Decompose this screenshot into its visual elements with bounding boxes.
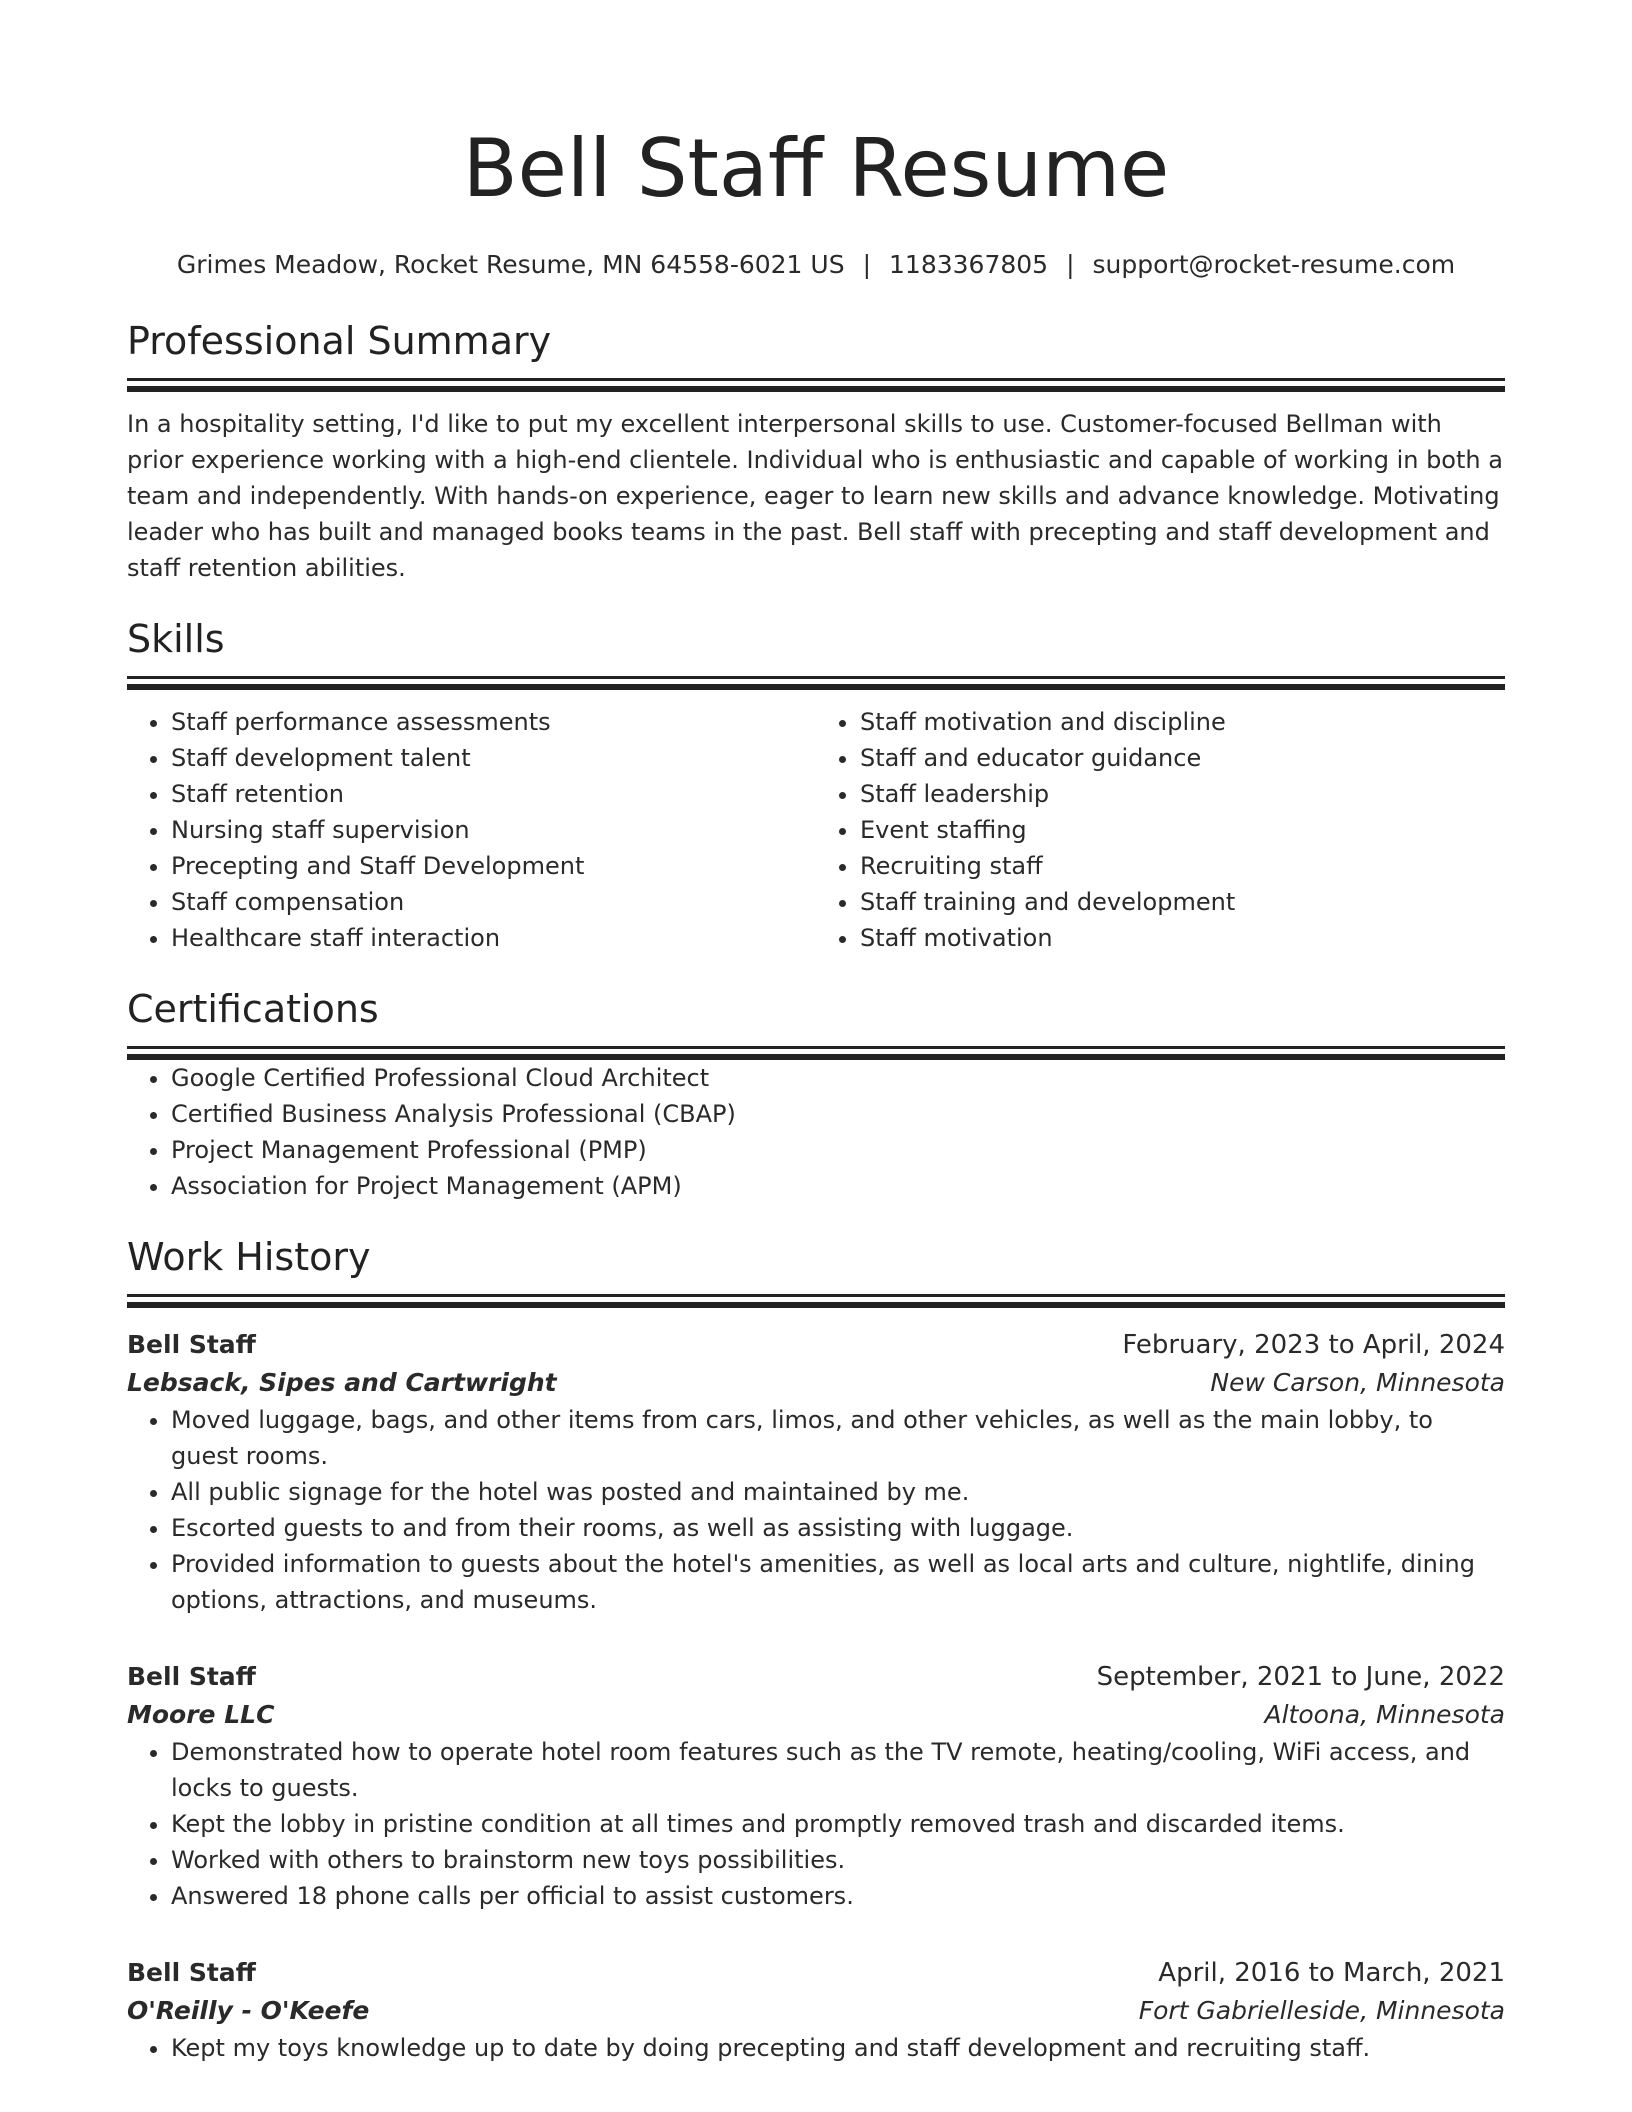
skill-item: • Precepting and Staff Development <box>171 848 816 884</box>
skills-section <box>127 614 1505 956</box>
section-heading-summary: Professional Summary <box>127 319 552 363</box>
job-title: Bell Staff <box>127 1330 256 1359</box>
certification-item: • Association for Project Management (APM) <box>171 1168 1505 1204</box>
skills-column-right <box>816 704 1505 956</box>
job-duty-item: • Kept my toys knowledge up to date by doing precepting and staff development and recruiting staff. <box>171 2030 1505 2066</box>
job-duty-item: • Answered 18 phone calls per official to assist customers. <box>171 1878 1505 1914</box>
skill-item: • Staff motivation and discipline <box>860 704 1505 740</box>
job-location: New Carson, Minnesota <box>1210 1368 1505 1397</box>
section-divider <box>127 676 1505 679</box>
skill-item: • Staff compensation <box>171 884 816 920</box>
job-dates: February, 2023 to April, 2024 <box>1122 1330 1505 1360</box>
certification-item: • Google Certified Professional Cloud Architect <box>171 1060 1505 1096</box>
skill-item: • Recruiting staff <box>860 848 1505 884</box>
skill-item: • Event staffing <box>860 812 1505 848</box>
job-duty-item: • All public signage for the hotel was posted and maintained by me. <box>171 1474 1505 1510</box>
section-divider <box>127 386 1505 392</box>
job-company: Moore LLC <box>127 1700 275 1729</box>
job-title: Bell Staff <box>127 1662 256 1691</box>
skill-item: • Staff motivation <box>860 920 1505 956</box>
job-entry <box>127 1954 1505 2066</box>
section-heading-skills: Skills <box>127 617 225 661</box>
skill-item: • Healthcare staff interaction <box>171 920 816 956</box>
job-location: Fort Gabrielleside, Minnesota <box>1138 1996 1505 2025</box>
summary-text: In a hospitality setting, I'd like to put my excellent interpersonal skills to use. Customer-focused Bellman with prior experience working with a high-end clientele. Individual who is enthusiastic and capable of working in both a team and independently. With hands-on experience, eager to learn new skills and advance knowledge. Motivating leader who has built and managed books teams in the past. Bell staff with precepting and staff development and staff retention abilities. <box>127 410 1503 582</box>
summary-section <box>127 316 1505 586</box>
job-duty-item: • Moved luggage, bags, and other items from cars, limos, and other vehicles, as well as the main lobby, to guest rooms. <box>171 1402 1505 1474</box>
job-duties-list <box>127 1734 1505 1914</box>
job-entry <box>127 1326 1505 1618</box>
contact-info <box>127 248 1505 282</box>
certification-item: • Project Management Professional (PMP) <box>171 1132 1505 1168</box>
job-company: Lebsack, Sipes and Cartwright <box>127 1368 557 1397</box>
skill-item: • Staff training and development <box>860 884 1505 920</box>
job-duty-item: • Worked with others to brainstorm new toys possibilities. <box>171 1842 1505 1878</box>
section-heading-certifications: Certifications <box>127 987 379 1031</box>
section-divider <box>127 1294 1505 1297</box>
job-dates: April, 2016 to March, 2021 <box>1158 1958 1505 1988</box>
section-heading-work-history: Work History <box>127 1235 371 1279</box>
contact-phone: 1183367805 <box>889 250 1049 279</box>
job-duties-list <box>127 1402 1505 1618</box>
certifications-list <box>127 1060 1505 1204</box>
contact-separator: | <box>1066 250 1075 279</box>
contact-address: Grimes Meadow, Rocket Resume, MN 64558-6021 US <box>176 250 845 279</box>
skill-item: • Staff development talent <box>171 740 816 776</box>
skills-columns <box>127 704 1505 956</box>
skills-column-left <box>127 704 816 956</box>
job-duty-item: • Kept the lobby in pristine condition at all times and promptly removed trash and discarded items. <box>171 1806 1505 1842</box>
section-divider <box>127 1046 1505 1049</box>
job-company: O'Reilly - O'Keefe <box>127 1996 370 2025</box>
job-duty-item: • Demonstrated how to operate hotel room features such as the TV remote, heating/cooling, WiFi access, and locks to guests. <box>171 1734 1505 1806</box>
skill-item: • Staff performance assessments <box>171 704 816 740</box>
certification-item: • Certified Business Analysis Professional (CBAP) <box>171 1096 1505 1132</box>
section-divider <box>127 1302 1505 1308</box>
section-divider <box>127 684 1505 690</box>
skill-item: • Staff and educator guidance <box>860 740 1505 776</box>
work-history-section <box>127 1232 1505 2066</box>
job-location: Altoona, Minnesota <box>1264 1700 1505 1729</box>
job-dates: September, 2021 to June, 2022 <box>1096 1662 1505 1692</box>
job-duty-item: • Escorted guests to and from their rooms, as well as assisting with luggage. <box>171 1510 1505 1546</box>
resume-title: Bell Staff Resume <box>462 122 1170 215</box>
contact-separator: | <box>862 250 872 279</box>
contact-email: support@rocket-resume.com <box>1092 250 1456 279</box>
job-duties-list <box>127 2030 1505 2066</box>
skill-item: • Staff leadership <box>860 776 1505 812</box>
skill-item: • Nursing staff supervision <box>171 812 816 848</box>
section-divider <box>127 378 1505 381</box>
job-title: Bell Staff <box>127 1958 256 1987</box>
skill-item: • Staff retention <box>171 776 816 812</box>
job-entry <box>127 1658 1505 1914</box>
certifications-section <box>127 984 1505 1204</box>
job-duty-item: • Provided information to guests about the hotel's amenities, as well as local arts and culture, nightlife, dining options, attractions, and museums. <box>171 1546 1505 1618</box>
